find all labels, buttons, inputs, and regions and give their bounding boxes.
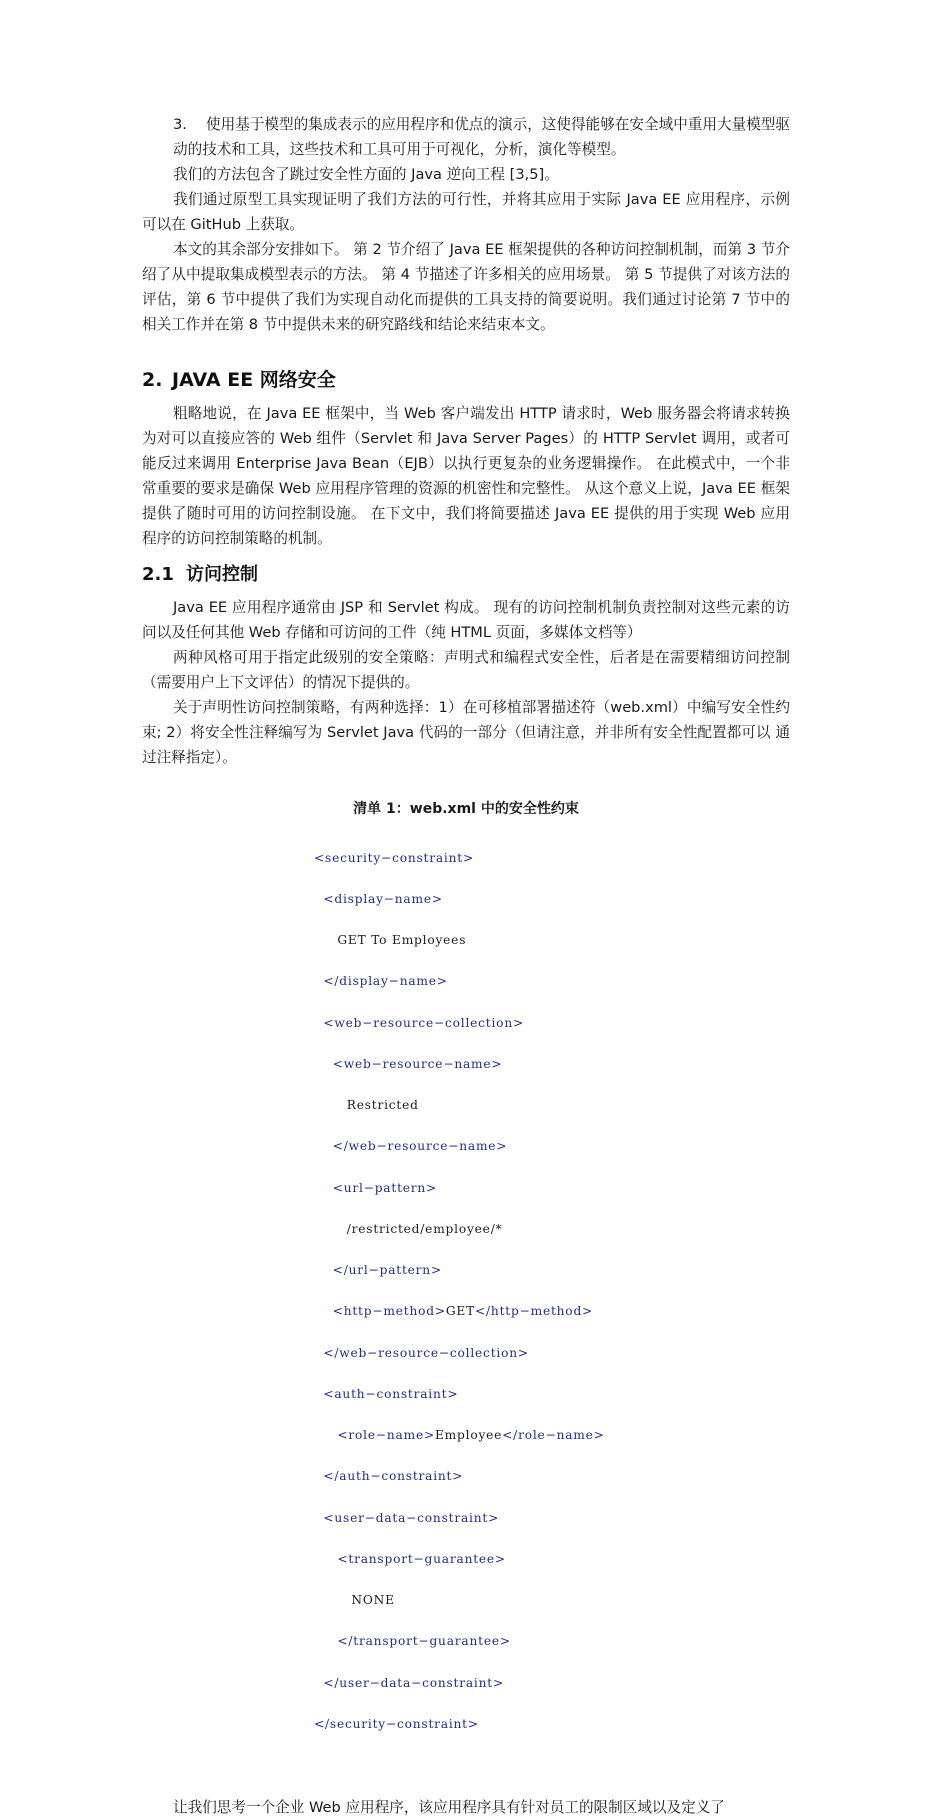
list-item-3 [173, 112, 790, 162]
xml-tag: <user−data−constraint> [323, 1510, 500, 1525]
paragraph-access-control-1: Java EE 应用程序通常由 JSP 和 Servlet 构成。 现有的访问控制机制负责控制对这些元素的访问以及任何其他 Web 存储和可访问的工件（纯 HTML 页面，多媒体文档等） [142, 599, 790, 641]
xml-tag: <role−name> [337, 1428, 435, 1442]
code-line [314, 1347, 790, 1361]
code-line: <role−name>Employee</role−name> [337, 1428, 605, 1442]
code-line: Restricted [314, 1098, 419, 1112]
code-line [314, 893, 790, 907]
xml-tag: <auth−constraint> [323, 1386, 459, 1401]
xml-tag: <transport−guarantee> [337, 1551, 506, 1566]
code-line: NONE [314, 1593, 395, 1607]
xml-tag: </display−name> [323, 974, 448, 989]
xml-tag: </role−name> [502, 1428, 605, 1442]
code-line [314, 1635, 790, 1649]
xml-tag: </security−constraint> [314, 1716, 479, 1731]
subsection-number: 2.1 [142, 564, 174, 585]
code-line: /restricted/employee/* [314, 1221, 503, 1236]
section-number: 2. [142, 369, 163, 391]
xml-tag: <security−constraint> [314, 850, 474, 865]
list-item-text: 使用基于模型的集成表示的应用程序和优点的演示，这使得能够在安全域中重用大量模型驱动的技术和工具，这些技术和工具可用于可视化，分析，演化等模型。 [173, 116, 790, 158]
subsection-title: 访问控制 [186, 564, 258, 585]
paragraph-reverse-engineering: 我们的方法包含了跳过安全性方面的 Java 逆向工程 [3,5]。 [173, 166, 559, 183]
paragraph-access-control-2: 两种风格可用于指定此级别的安全策略：声明式和编程式安全性，后者是在需要精细访问控制（需要用户上下文评估）的情况下提供的。 [142, 649, 790, 691]
paper-page [142, 112, 790, 1820]
code-line [314, 1470, 790, 1484]
code-line [314, 1058, 790, 1072]
code-line [314, 1677, 790, 1691]
code-line [314, 1017, 790, 1031]
code-line [314, 1718, 790, 1732]
paragraph-prototype: 我们通过原型工具实现证明了我们方法的可行性，并将其应用于实际 Java EE 应用程序，示例可以在 GitHub 上获取。 [142, 191, 790, 233]
listing-1 [142, 798, 790, 1759]
code-line [314, 1388, 790, 1402]
xml-tag: </http−method> [475, 1304, 594, 1319]
list-item-number: 3. [173, 116, 187, 133]
section-title: JAVA EE 网络安全 [172, 369, 336, 391]
xml-tag: </url−pattern> [332, 1263, 442, 1277]
section-2-heading [142, 365, 790, 395]
code-line [314, 1512, 790, 1526]
xml-tag: <display−name> [323, 891, 443, 906]
xml-tag: <web−resource−name> [332, 1056, 503, 1071]
xml-tag: <web−resource−collection> [323, 1015, 524, 1030]
xml-tag: </user−data−constraint> [323, 1675, 504, 1690]
paragraph-web-security: 粗略地说，在 Java EE 框架中，当 Web 客户端发出 HTTP 请求时，Web 服务器会将请求转换为对可以直接应答的 Web 组件（Servlet 和 Java Server Pages）的 HTTP Servlet 调用，或者可能反过来调用 Enterprise Java Bean（EJB）以执行更复杂的业务逻辑操作。 在此模式中，一个非常重要的要求是确保 Web 应用程序管理的资源的机密性和完整性。 从这个意义上说，Java EE 框架提供了随时可用的访问控制设施。 在下文中，我们将简要描述 Java EE 提供的用于实现 Web 应用程序的访问控制策略的机制。 [142, 405, 790, 547]
paragraph-enterprise-example: 让我们思考一个企业 Web 应用程序，该应用程序具有针对员工的限制区域以及定义了 [173, 1799, 725, 1816]
code-line: GET To Employees [314, 933, 467, 947]
code-line [314, 1553, 790, 1567]
code-line [314, 1264, 790, 1278]
code-block [314, 824, 790, 1759]
xml-tag: </auth−constraint> [323, 1469, 464, 1484]
xml-tag: </transport−guarantee> [337, 1634, 511, 1649]
code-line [314, 1182, 790, 1196]
xml-tag: <url−pattern> [332, 1180, 438, 1195]
code-line: <http−method>GET</http−method> [332, 1304, 594, 1319]
paragraph-access-control-3: 关于声明性访问控制策略，有两种选择：1）在可移植部署描述符（web.xml）中编写安全性约束; 2）将安全性注释编写为 Servlet Java 代码的一部分（但请注意，并非所有安全性配置都可以 通过注释指定）。 [142, 699, 790, 766]
xml-tag: </web−resource−collection> [323, 1345, 529, 1360]
listing-caption: 清单 1：web.xml 中的安全性约束 [353, 801, 579, 817]
xml-tag: </web−resource−name> [332, 1139, 508, 1154]
section-2-1-heading [142, 561, 790, 589]
xml-tag: <http−method> [332, 1304, 446, 1319]
code-line [314, 1140, 790, 1154]
paragraph-outline: 本文的其余部分安排如下。 第 2 节介绍了 Java EE 框架提供的各种访问控制机制，而第 3 节介绍了从中提取集成模型表示的方法。 第 4 节描述了许多相关的应用场景。 第 5 节提供了对该方法的评估，第 6 节中提供了我们为实现自动化而提供的工具支持的简要说明。我们通过讨论第 7 节中的相关工作并在第 8 节中提供未来的研究路线和结论来结束本文。 [142, 241, 790, 333]
code-line [314, 975, 790, 989]
code-line [314, 852, 790, 866]
